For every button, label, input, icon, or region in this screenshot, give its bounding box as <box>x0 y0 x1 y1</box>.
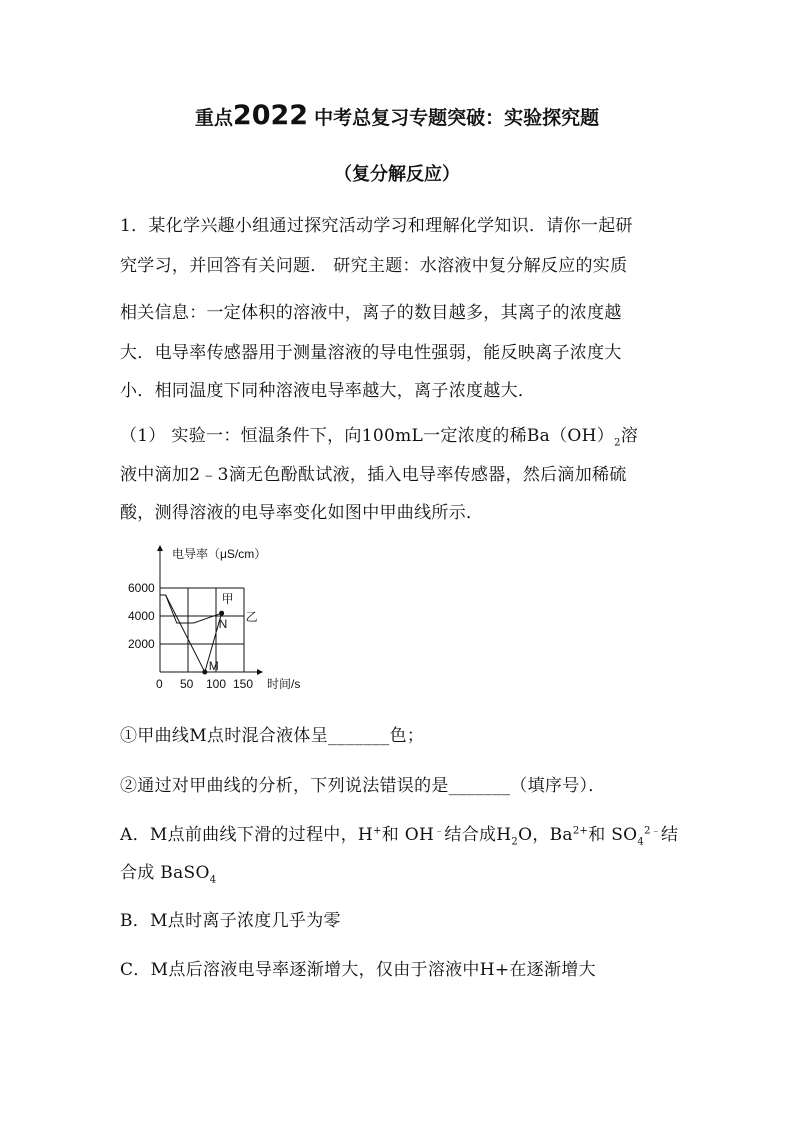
option-a-sub: 4 <box>637 836 645 848</box>
option-a-text: 结合成H <box>444 825 512 845</box>
y-tick-label: 4000 <box>128 609 155 623</box>
info-line-2: 大．电导率传感器用于测量溶液的导电性强弱，能反映离子浓度大 <box>120 343 622 363</box>
y-axis-label: 电导率（μS/cm） <box>172 547 267 561</box>
option-b: B．M点时离子浓度几乎为零 <box>120 911 341 931</box>
title-prefix: 重点 <box>194 107 233 129</box>
exp1-line-1-sub: 2 <box>614 437 621 449</box>
option-a-sup: 2﹣ <box>644 825 662 837</box>
option-a-sub: 2 <box>511 836 519 848</box>
exp1-line-2: 液中滴加2﹣3滴无色酚酞试液，插入电导率传感器，然后滴加稀硫 <box>120 465 627 485</box>
point-n-marker <box>219 611 224 616</box>
series-label-jia: 甲 <box>221 592 234 607</box>
exp1-line-3: 酸，测得溶液的电导率变化如图中甲曲线所示． <box>120 503 484 523</box>
option-a-line-1 <box>120 820 678 847</box>
title-suffix: 中考总复习专题突破：实验探究题 <box>314 107 600 129</box>
point-n-label: N <box>218 617 228 632</box>
conductivity-chart <box>122 540 322 692</box>
y-tick-label: 6000 <box>128 581 155 595</box>
point-m-label: M <box>208 659 219 673</box>
point-m-marker <box>202 670 207 675</box>
info-line-3: 小．相同温度下同种溶液电导率越大，离子浓度越大． <box>120 381 536 401</box>
intro-line-2: 究学习，并回答有关问题． 研究主题：水溶液中复分解反应的实质 <box>120 256 628 276</box>
exp1-line-1-end: 溶 <box>620 426 639 446</box>
option-a-text: A．M点前曲线下滑的过程中，H <box>120 825 374 845</box>
page-title <box>0 100 794 131</box>
option-c: C．M点后溶液电导率逐渐增大，仅由于溶液中H+在逐渐增大 <box>120 960 596 980</box>
exp1-line-1-text: （1） 实验一：恒温条件下，向100mL一定浓度的稀Ba（OH） <box>120 426 615 446</box>
title-year: 2022 <box>232 100 309 131</box>
intro-line-1: 1．某化学兴趣小组通过探究活动学习和理解化学知识．请你一起研 <box>120 216 633 236</box>
option-a-sub: 4 <box>209 874 217 886</box>
option-a-sup: 2+ <box>572 825 589 837</box>
x-tick-label: 100 <box>206 677 227 691</box>
option-a-text: 和 SO <box>588 825 638 845</box>
x-tick-label: 0 <box>156 677 163 691</box>
series-line-yi <box>160 595 222 623</box>
page-subtitle: （复分解反应） <box>334 164 460 185</box>
option-a-text: 和 OH <box>381 825 435 845</box>
exp1-line-1 <box>120 421 638 448</box>
option-a-sup: + <box>373 825 382 837</box>
option-a-sup: ﹣ <box>434 825 445 837</box>
question-1: ①甲曲线M点时混合液体呈_______色； <box>120 726 425 746</box>
info-line-1: 相关信息：一定体积的溶液中，离子的数目越多，其离子的浓度越 <box>120 303 622 323</box>
option-a-text: 结 <box>661 825 679 845</box>
x-tick-label: 50 <box>180 677 194 691</box>
x-axis-label: 时间/s <box>267 677 301 691</box>
option-a-text: O，Ba <box>518 825 573 845</box>
option-a-line-2 <box>120 858 216 885</box>
y-tick-label: 2000 <box>128 637 155 651</box>
series-label-yi: 乙 <box>245 610 258 625</box>
option-a-text: 合成 BaSO <box>120 863 210 883</box>
question-2: ②通过对甲曲线的分析，下列说法错误的是_______（填序号）． <box>120 776 606 796</box>
x-tick-label: 150 <box>233 677 254 691</box>
